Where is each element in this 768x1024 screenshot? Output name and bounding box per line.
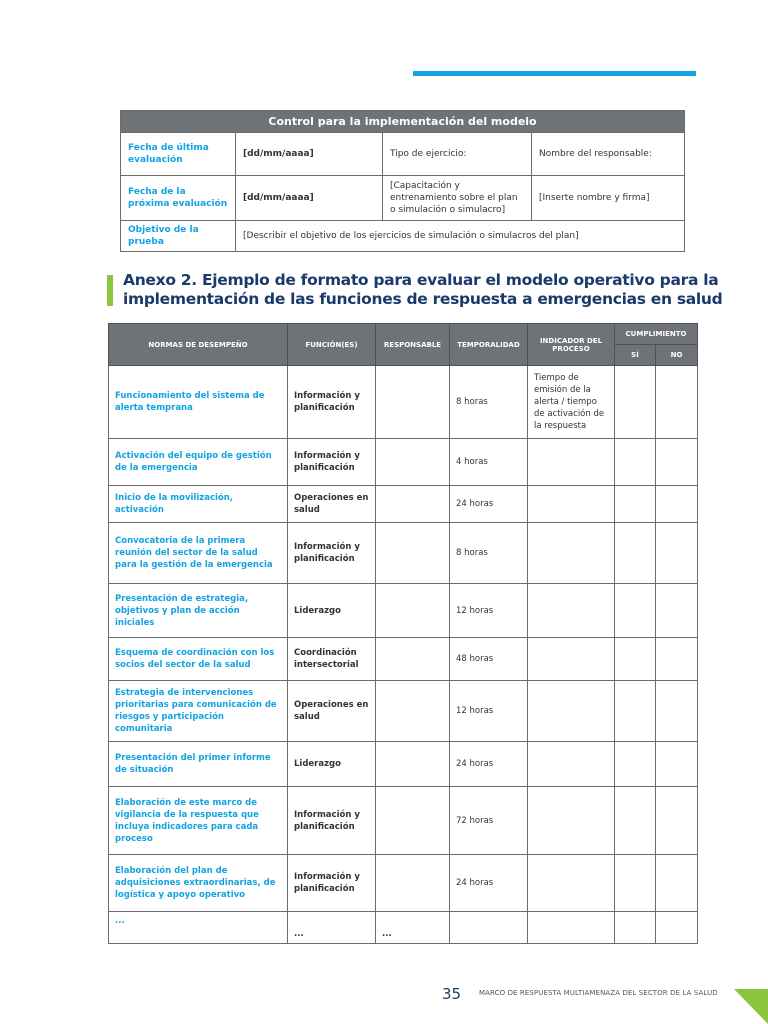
temporalidad-cell: 8 horas [450, 523, 528, 584]
header-responsable: RESPONSABLE [376, 324, 450, 366]
corner-triangle [734, 989, 768, 1024]
si-cell[interactable] [615, 366, 656, 439]
norma-cell: Funcionamiento del sistema de alerta temprana [109, 366, 288, 439]
indicador-cell: Tiempo de emisión de la alerta / tiempo de activación de la respuesta [528, 366, 615, 439]
temporalidad-cell: 24 horas [450, 855, 528, 912]
responsible-name-value: [Inserte nombre y firma] [532, 176, 685, 221]
temporalidad-cell: 12 horas [450, 681, 528, 742]
funcion-cell: Información y planificación [288, 787, 376, 855]
table-row [109, 486, 698, 523]
norma-cell: Activación del equipo de gestión de la emergencia [109, 439, 288, 486]
responsable-cell[interactable] [376, 742, 450, 787]
test-objective-label: Objetivo de la prueba [121, 221, 236, 252]
temporalidad-cell: 8 horas [450, 366, 528, 439]
next-evaluation-date: [dd/mm/aaaa] [236, 176, 383, 221]
responsable-cell[interactable] [376, 486, 450, 523]
norma-cell: Presentación de estrategia, objetivos y plan de acción iniciales [109, 584, 288, 638]
no-cell[interactable] [656, 681, 698, 742]
responsable-cell[interactable] [376, 855, 450, 912]
last-evaluation-label: Fecha de última evaluación [121, 133, 236, 176]
indicador-cell [528, 523, 615, 584]
table-row [109, 787, 698, 855]
funcion-cell: ... [288, 912, 376, 944]
header-funcion: FUNCIÓN(ES) [288, 324, 376, 366]
next-evaluation-label: Fecha de la próxima evaluación [121, 176, 236, 221]
header-normas: NORMAS DE DESEMPEÑO [109, 324, 288, 366]
test-objective-value: [Describir el objetivo de los ejercicios de simulación o simulacros del plan] [236, 221, 685, 252]
no-cell[interactable] [656, 439, 698, 486]
responsable-cell[interactable] [376, 523, 450, 584]
indicador-cell [528, 486, 615, 523]
table-row [109, 742, 698, 787]
funcion-cell: Coordinación intersectorial [288, 638, 376, 681]
funcion-cell: Liderazgo [288, 742, 376, 787]
evaluation-table [108, 323, 698, 944]
table-row [109, 912, 698, 944]
header-cumplimiento: CUMPLIMIENTO [615, 324, 698, 345]
temporalidad-cell[interactable] [450, 912, 528, 944]
funcion-cell: Operaciones en salud [288, 486, 376, 523]
header-temporalidad: TEMPORALIDAD [450, 324, 528, 366]
heading-accent-bar [107, 275, 113, 306]
page-number: 35 [442, 985, 462, 1003]
table-row [109, 638, 698, 681]
temporalidad-cell: 72 horas [450, 787, 528, 855]
no-cell[interactable] [656, 638, 698, 681]
norma-cell: Convocatoria de la primera reunión del sector de la salud para la gestión de la emergencia [109, 523, 288, 584]
responsable-cell[interactable] [376, 787, 450, 855]
funcion-cell: Información y planificación [288, 855, 376, 912]
indicador-cell [528, 584, 615, 638]
table-row [109, 584, 698, 638]
indicador-cell [528, 681, 615, 742]
norma-cell: Elaboración de este marco de vigilancia de la respuesta que incluya indicadores para cada proceso [109, 787, 288, 855]
indicador-cell[interactable] [528, 912, 615, 944]
norma-cell: Estrategia de intervenciones prioritarias para comunicación de riesgos y participación comunitaria [109, 681, 288, 742]
si-cell[interactable] [615, 855, 656, 912]
no-cell[interactable] [656, 787, 698, 855]
responsable-cell[interactable] [376, 584, 450, 638]
temporalidad-cell: 24 horas [450, 486, 528, 523]
exercise-type-label: Tipo de ejercicio: [383, 133, 532, 176]
header-si: SÍ [615, 345, 656, 366]
header-no: NO [656, 345, 698, 366]
temporalidad-cell: 12 horas [450, 584, 528, 638]
si-cell[interactable] [615, 742, 656, 787]
norma-cell: Elaboración del plan de adquisiciones extraordinarias, de logística y apoyo operativo [109, 855, 288, 912]
norma-cell: ... [109, 912, 288, 944]
no-cell[interactable] [656, 855, 698, 912]
funcion-cell: Operaciones en salud [288, 681, 376, 742]
si-cell[interactable] [615, 439, 656, 486]
si-cell[interactable] [615, 523, 656, 584]
annex-heading: Anexo 2. Ejemplo de formato para evaluar el modelo operativo para la implementación de las funciones de respuesta a emergencias en salud [123, 271, 723, 308]
indicador-cell [528, 638, 615, 681]
exercise-type-value: [Capacitación y entrenamiento sobre el plan o simulación o simulacro] [383, 176, 532, 221]
no-cell[interactable] [656, 584, 698, 638]
no-cell[interactable] [656, 523, 698, 584]
norma-cell: Inicio de la movilización, activación [109, 486, 288, 523]
no-cell[interactable] [656, 366, 698, 439]
footer-title: MARCO DE RESPUESTA MULTIAMENAZA DEL SECTOR DE LA SALUD [479, 989, 718, 997]
si-cell[interactable] [615, 486, 656, 523]
temporalidad-cell: 48 horas [450, 638, 528, 681]
table-row [109, 681, 698, 742]
funcion-cell: Información y planificación [288, 439, 376, 486]
top-accent-rule [413, 71, 696, 76]
indicador-cell [528, 439, 615, 486]
control-table-title: Control para la implementación del modelo [121, 111, 685, 133]
no-cell[interactable] [656, 486, 698, 523]
funcion-cell: Información y planificación [288, 366, 376, 439]
si-cell[interactable] [615, 584, 656, 638]
responsable-cell[interactable] [376, 638, 450, 681]
responsable-cell: ... [376, 912, 450, 944]
table-row [109, 439, 698, 486]
si-cell[interactable] [615, 912, 656, 944]
funcion-cell: Información y planificación [288, 523, 376, 584]
norma-cell: Presentación del primer informe de situación [109, 742, 288, 787]
responsable-cell[interactable] [376, 439, 450, 486]
temporalidad-cell: 24 horas [450, 742, 528, 787]
si-cell[interactable] [615, 638, 656, 681]
responsible-name-label: Nombre del responsable: [532, 133, 685, 176]
responsable-cell[interactable] [376, 366, 450, 439]
funcion-cell: Liderazgo [288, 584, 376, 638]
control-table [120, 110, 685, 252]
norma-cell: Esquema de coordinación con los socios del sector de la salud [109, 638, 288, 681]
last-evaluation-date: [dd/mm/aaaa] [236, 133, 383, 176]
header-indicador: INDICADOR DEL PROCESO [528, 324, 615, 366]
indicador-cell [528, 742, 615, 787]
no-cell[interactable] [656, 742, 698, 787]
temporalidad-cell: 4 horas [450, 439, 528, 486]
responsable-cell[interactable] [376, 681, 450, 742]
no-cell[interactable] [656, 912, 698, 944]
table-row [109, 523, 698, 584]
table-row [109, 855, 698, 912]
si-cell[interactable] [615, 681, 656, 742]
si-cell[interactable] [615, 787, 656, 855]
table-row [109, 366, 698, 439]
indicador-cell [528, 787, 615, 855]
indicador-cell [528, 855, 615, 912]
